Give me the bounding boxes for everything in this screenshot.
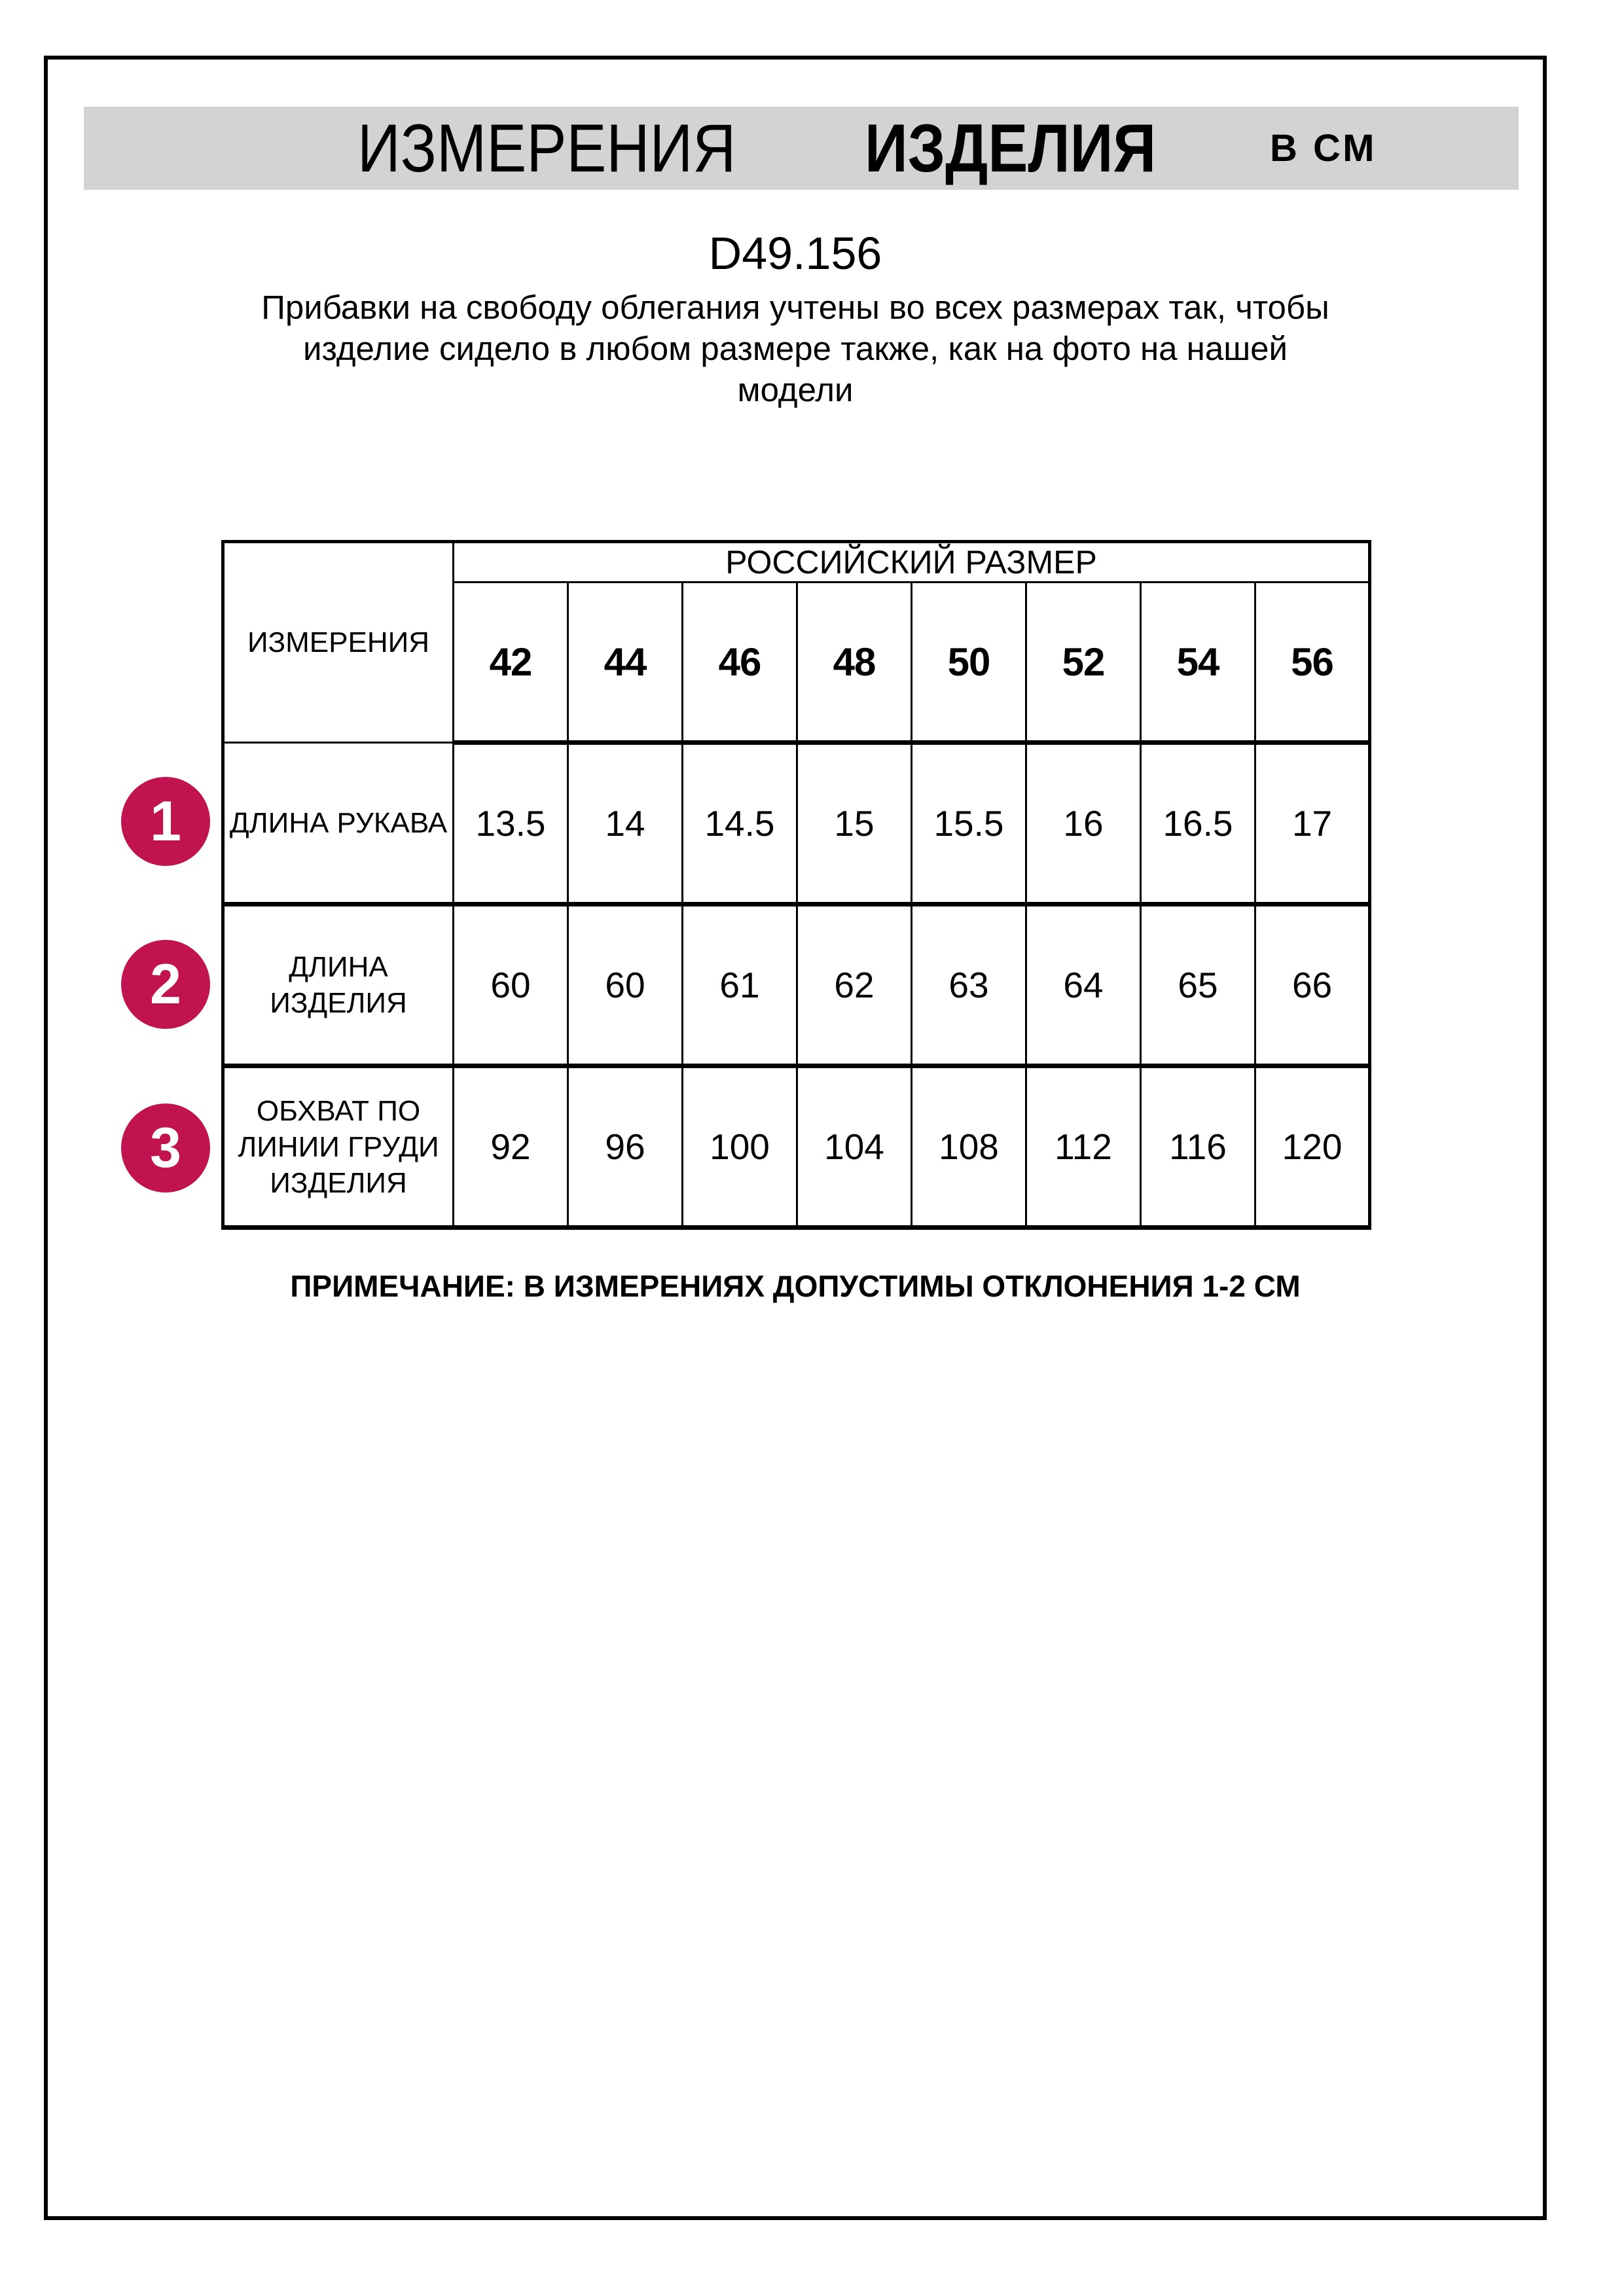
- row-number-badge-3: 3: [121, 1103, 210, 1193]
- table-cell: 120: [1255, 1066, 1370, 1228]
- fit-description-line: Прибавки на свободу облегания учтены во всех размерах так, чтобы: [261, 289, 1329, 326]
- table-cell: 14: [568, 743, 683, 905]
- table-cell: 15: [797, 743, 912, 905]
- table-cell: 60: [568, 905, 683, 1066]
- table-cell: 15.5: [912, 743, 1026, 905]
- row-label-line: ОБХВАТ ПО: [256, 1094, 421, 1127]
- measurements-column-header: ИЗМЕРЕНИЯ: [223, 542, 454, 743]
- table-cell: 61: [683, 905, 797, 1066]
- table-cell: 16.5: [1141, 743, 1255, 905]
- table-cell: 17: [1255, 743, 1370, 905]
- table-cell: 66: [1255, 905, 1370, 1066]
- table-row-item-length: [223, 905, 1370, 1066]
- size-column-header: 48: [797, 583, 912, 743]
- table-cell: 65: [1141, 905, 1255, 1066]
- table-cell: 92: [454, 1066, 568, 1228]
- table-cell: 63: [912, 905, 1026, 1066]
- unit-label: В СМ: [1270, 126, 1377, 170]
- model-code: D49.156: [708, 228, 882, 279]
- row-label-line: ДЛИНА РУКАВА: [229, 806, 448, 839]
- table-cell: 108: [912, 1066, 1026, 1228]
- table-header-row-group: [223, 542, 1370, 583]
- table-cell: 100: [683, 1066, 797, 1228]
- row-label: [223, 1066, 454, 1228]
- size-column-header: 44: [568, 583, 683, 743]
- page-title-product: ИЗДЕЛИЯ: [865, 110, 1157, 187]
- table-row-sleeve-length: [223, 743, 1370, 905]
- fit-description-line: модели: [737, 371, 854, 408]
- table-cell: 104: [797, 1066, 912, 1228]
- row-label: [223, 905, 454, 1066]
- row-number-badge-1: 1: [121, 777, 210, 866]
- table-cell: 13.5: [454, 743, 568, 905]
- table-cell: 116: [1141, 1066, 1255, 1228]
- table-cell: 96: [568, 1066, 683, 1228]
- size-column-header: 46: [683, 583, 797, 743]
- size-column-header: 50: [912, 583, 1026, 743]
- size-column-header: 56: [1255, 583, 1370, 743]
- row-label: [223, 743, 454, 905]
- table-row-chest-girth: [223, 1066, 1370, 1228]
- table-cell: 16: [1026, 743, 1141, 905]
- row-label-line: ИЗДЕЛИЯ: [270, 1166, 407, 1199]
- row-label-line: ДЛИНА: [289, 951, 388, 983]
- russian-size-header: РОССИЙСКИЙ РАЗМЕР: [454, 542, 1370, 583]
- tolerance-note: ПРИМЕЧАНИЕ: В ИЗМЕРЕНИЯХ ДОПУСТИМЫ ОТКЛОНЕНИЯ 1-2 СМ: [290, 1269, 1301, 1303]
- table-cell: 60: [454, 905, 568, 1066]
- table-cell: 62: [797, 905, 912, 1066]
- page-title-measurements: ИЗМЕРЕНИЯ: [357, 110, 736, 187]
- size-column-header: 54: [1141, 583, 1255, 743]
- fit-description: [44, 287, 1547, 410]
- table-cell: 112: [1026, 1066, 1141, 1228]
- measurements-table: [221, 540, 1371, 1230]
- title-bar: [84, 107, 1519, 190]
- size-column-header: 42: [454, 583, 568, 743]
- row-label-line: ИЗДЕЛИЯ: [270, 987, 407, 1019]
- size-column-header: 52: [1026, 583, 1141, 743]
- table-cell: 14.5: [683, 743, 797, 905]
- row-number-badge-2: 2: [121, 940, 210, 1029]
- fit-description-line: изделие сидело в любом размере также, как на фото на нашей: [303, 330, 1288, 367]
- row-label-line: ЛИНИИ ГРУДИ: [238, 1130, 439, 1163]
- table-cell: 64: [1026, 905, 1141, 1066]
